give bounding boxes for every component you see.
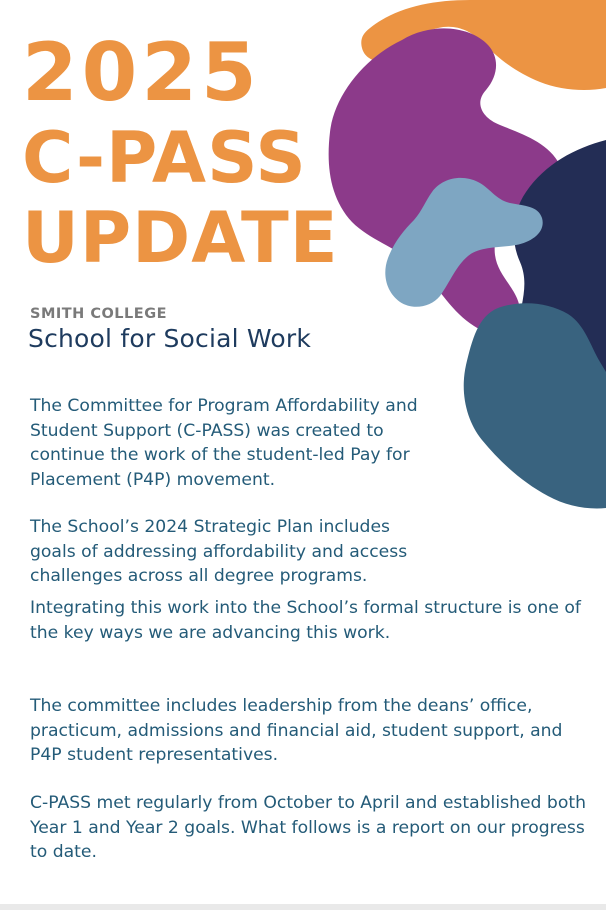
title-update: UPDATE: [22, 197, 339, 279]
teal-blob-shape: [464, 303, 606, 508]
school-name: School for Social Work: [28, 324, 312, 353]
paragraph-integration: Integrating this work into the School’s formal structure is one of the key ways we are advancing this work.: [30, 598, 581, 643]
paragraph-intro: The Committee for Program Affordability and Student Support (C-PASS) was created to continue the work of the student-led Pay for Placement (P4P) movement.: [30, 396, 418, 490]
org-name: SMITH COLLEGE: [30, 306, 167, 322]
paragraph-progress: C-PASS met regularly from October to April and established both Year 1 and Year 2 goals. What follows is a report on our progress to date.: [30, 793, 586, 862]
title-year: 2025: [22, 26, 261, 119]
bottom-divider: [0, 904, 606, 910]
paragraph-committee: The committee includes leadership from the deans’ office, practicum, admissions and financial aid, student support, and P4P student representatives.: [30, 696, 563, 765]
title-program: C-PASS: [22, 117, 307, 199]
paragraph-strategic-plan: The School’s 2024 Strategic Plan includes goals of addressing affordability and access challenges across all degree programs.: [30, 517, 408, 586]
